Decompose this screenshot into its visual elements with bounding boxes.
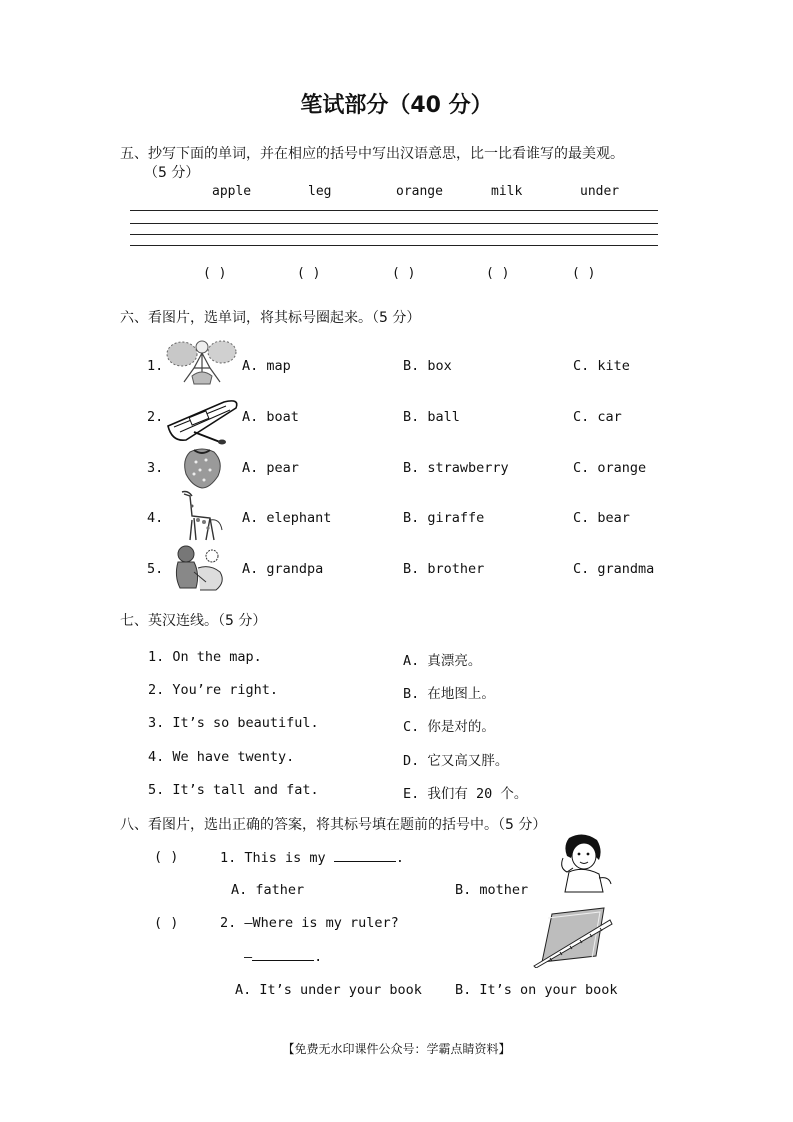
s6-option-c[interactable]: C. orange [573,460,647,476]
boat-icon [164,396,242,446]
s6-item-number: 2. [147,409,164,425]
page-title: 笔试部分（40 分） [300,93,493,118]
q2-answer-paren[interactable]: ( ) [154,915,179,931]
q1-option-a[interactable]: A. father [231,882,305,898]
match-chinese-a[interactable]: A. 真漂亮。 [403,653,482,669]
word-3: orange [396,184,443,199]
s6-option-b[interactable]: B. brother [403,561,485,577]
word-2: leg [308,184,332,199]
s6-option-c[interactable]: C. bear [573,510,630,526]
grandma-icon [170,542,230,594]
s6-option-a[interactable]: A. elephant [242,510,332,526]
section6-heading: 六、看图片，选单词，将其标号圈起来。（5 分） [120,310,421,326]
match-chinese-d[interactable]: D. 它又高又胖。 [403,753,509,769]
writing-line-1 [130,210,658,211]
q1-blank[interactable] [334,849,396,862]
q1-answer-paren[interactable]: ( ) [154,849,179,865]
q1-option-b[interactable]: B. mother [455,882,529,898]
s6-item-number: 3. [147,460,164,476]
writing-line-4 [130,245,658,246]
s6-option-a[interactable]: A. boat [242,409,299,425]
answer-paren-3[interactable]: ( ) [392,266,416,281]
s6-item-number: 4. [147,510,164,526]
s6-option-a[interactable]: A. grandpa [242,561,324,577]
q2-blank[interactable] [252,948,314,961]
giraffe-icon [176,490,226,542]
q1-prompt: 1. This is my [220,850,326,866]
section7-heading: 七、英汉连线。（5 分） [120,613,267,629]
s6-option-c[interactable]: C. grandma [573,561,655,577]
writing-line-3 [130,234,658,235]
s6-item-number: 1. [147,358,164,374]
answer-paren-2[interactable]: ( ) [297,266,321,281]
match-chinese-e[interactable]: E. 我们有 20 个。 [403,786,528,802]
q2-option-a[interactable]: A. It’s under your book [235,982,422,998]
s6-option-b[interactable]: B. box [403,358,452,374]
word-1: apple [212,184,252,199]
match-english-2[interactable]: 2. You’re right. [148,682,279,698]
kite-icon [164,338,240,386]
ruler-on-book-icon [530,906,614,968]
section5-heading: 五、抄写下面的单词，并在相应的括号中写出汉语意思，比一比看谁写的最美观。 [120,146,624,162]
match-chinese-c[interactable]: C. 你是对的。 [403,719,495,735]
s6-item-number: 5. [147,561,164,577]
q2-answer-line [244,948,322,965]
q2-period: . [314,949,323,965]
match-english-3[interactable]: 3. It’s so beautiful. [148,715,319,731]
answer-paren-1[interactable]: ( ) [203,266,227,281]
strawberry-icon [180,444,226,490]
match-chinese-b[interactable]: B. 在地图上。 [403,686,495,702]
mother-icon [553,832,613,894]
s6-option-c[interactable]: C. kite [573,358,630,374]
s6-option-c[interactable]: C. car [573,409,622,425]
q2-question: 2. —Where is my ruler? [220,915,399,931]
writing-line-2 [130,223,658,224]
word-4: milk [491,184,523,199]
q2-dash: — [244,949,253,965]
answer-paren-5[interactable]: ( ) [572,266,596,281]
match-english-4[interactable]: 4. We have twenty. [148,749,295,765]
match-english-1[interactable]: 1. On the map. [148,649,262,665]
s6-option-a[interactable]: A. map [242,358,291,374]
word-5: under [580,184,620,199]
s6-option-b[interactable]: B. ball [403,409,460,425]
match-english-5[interactable]: 5. It’s tall and fat. [148,782,319,798]
s6-option-a[interactable]: A. pear [242,460,299,476]
q1-period: . [395,850,404,866]
q2-option-b[interactable]: B. It’s on your book [455,982,618,998]
footer-note: 【免费无水印课件公众号：学霸点睛资料】 [282,1042,511,1056]
q1-text [220,849,404,866]
section8-heading: 八、看图片，选出正确的答案，将其标号填在题前的括号中。（5 分） [120,817,547,833]
section5-score: （5 分） [144,165,200,181]
s6-option-b[interactable]: B. giraffe [403,510,485,526]
s6-option-b[interactable]: B. strawberry [403,460,509,476]
answer-paren-4[interactable]: ( ) [486,266,510,281]
